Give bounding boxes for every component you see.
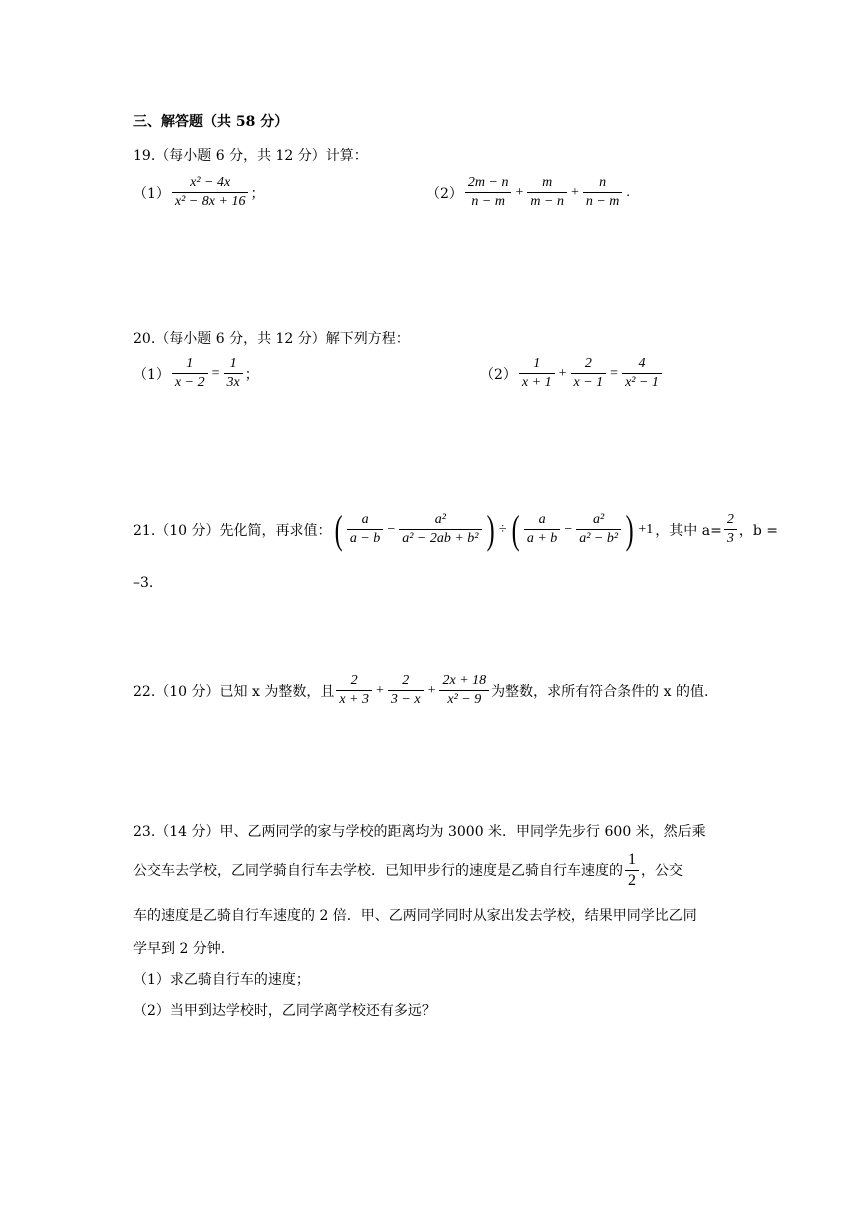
q19-part2-f1-numerator: 2m − n [465, 174, 512, 193]
q20-part1-left-denominator: x − 2 [174, 375, 205, 390]
equals-sign: = [610, 365, 619, 381]
q22-f1-numerator: 2 [336, 672, 372, 691]
minus-sign: − [564, 521, 573, 537]
q19-part2-f3-denominator: n − m [585, 194, 620, 209]
q19-part2 [426, 174, 632, 211]
q21-fraction-a [347, 511, 383, 548]
plus-sign: + [570, 184, 579, 200]
q22-fraction-3 [439, 672, 489, 709]
q22-f1-denominator: x + 3 [339, 692, 369, 707]
q20-part2-f1-numerator: 1 [519, 355, 555, 374]
q21-c-numerator: a [524, 511, 560, 530]
q21-b-numerator: a² [399, 511, 481, 530]
q20-part1 [133, 355, 259, 392]
q20-part1-left-numerator: 1 [172, 355, 208, 374]
close-paren: ) [625, 507, 634, 552]
divide-sign: ÷ [498, 521, 507, 537]
q20-part2-f2-denominator: x − 1 [573, 375, 604, 390]
q21-plus-one: +1 [638, 521, 654, 537]
q19-part2-fraction-1 [465, 174, 512, 211]
q23-line-2-post: ，公交 [641, 862, 683, 879]
q19-part2-fraction-3 [583, 174, 623, 211]
q21-value-fraction [724, 511, 737, 548]
q19-part2-f2-numerator: m [527, 174, 567, 193]
q19-part2-f1-denominator: n − m [471, 194, 505, 209]
minus-sign: − [387, 521, 396, 537]
q21-d-denominator: a² − b² [579, 531, 619, 546]
q21-expression [133, 506, 778, 553]
q20-part1-right-numerator: 1 [224, 355, 243, 374]
q22-suffix: 为整数，求所有符合条件的 x 的值. [491, 683, 709, 700]
q22-f2-numerator: 2 [388, 672, 424, 691]
q23-line-4: 学早到 2 分钟． [133, 941, 235, 957]
q21-d-numerator: a² [576, 511, 621, 530]
q22-fraction-2 [388, 672, 424, 709]
q21-where: ，其中 a= [655, 522, 722, 539]
open-paren: ( [334, 507, 343, 552]
q23-subquestion-2: （2）当甲到达学校时，乙同学离学校还有多远？ [133, 1003, 436, 1019]
q19-part1-end: ； [250, 185, 265, 202]
q23-subquestion-1: （1）求乙骑自行车的速度； [133, 972, 310, 988]
plus-sign: + [427, 682, 436, 698]
q21-a-denominator: a − b [349, 531, 381, 546]
q20-part2-fraction-2 [571, 355, 607, 392]
q23-line-1: 23.（14 分）甲、乙两同学的家与学校的距离均为 3000 米．甲同学先步行 600 米，然后乘 [133, 824, 706, 840]
q20-part2-f3-numerator: 4 [622, 355, 662, 374]
q20-part2-fraction-3 [622, 355, 662, 392]
q19-part1-numerator: x² − 4x [172, 174, 249, 193]
q21-continuation: –3. [133, 575, 154, 591]
q20-part2-fraction-1 [519, 355, 555, 392]
q21-c-denominator: a + b [526, 531, 558, 546]
q19-part1-denominator: x² − 8x + 16 [174, 194, 246, 209]
q19-part1 [133, 174, 264, 211]
q23-line-3: 车的速度是乙骑自行车速度的 2 倍．甲、乙两同学同时从家出发去学校，结果甲同学比乙同 [133, 908, 697, 924]
q20-part1-right-denominator: 3x [226, 375, 240, 390]
q20-part1-right-fraction [224, 355, 243, 392]
q19-header: 19.（每小题 6 分，共 12 分）计算： [133, 148, 368, 164]
q22-prefix: 22.（10 分）已知 x 为整数，且 [133, 683, 335, 700]
plus-sign: + [558, 365, 567, 381]
q19-part2-fraction-2 [527, 174, 567, 211]
q20-part1-left-fraction [172, 355, 208, 392]
q22-f3-denominator: x² − 9 [447, 692, 482, 707]
equals-sign: = [211, 365, 220, 381]
plus-sign: + [515, 184, 524, 200]
q21-prefix: 21.（10 分）先化简，再求值： [133, 522, 332, 539]
q19-part1-label: （1） [133, 185, 170, 202]
q21-value-denominator: 3 [726, 531, 734, 546]
q23-line-2 [133, 850, 683, 891]
q20-part1-end: ； [244, 366, 259, 383]
q20-part2 [480, 355, 664, 392]
q20-part2-f2-numerator: 2 [571, 355, 607, 374]
q21-value-numerator: 2 [724, 511, 737, 530]
q19-part2-label: （2） [426, 185, 463, 202]
q21-b-equals: ，b = [738, 522, 778, 539]
q19-part2-f2-denominator: m − n [530, 194, 564, 209]
q20-part2-f3-denominator: x² − 1 [625, 375, 659, 390]
q21-fraction-d [576, 511, 621, 548]
q22-expression [133, 672, 708, 709]
q23-half-denominator: 2 [628, 872, 636, 889]
q21-fraction-b [399, 511, 481, 548]
q19-part1-fraction [172, 174, 249, 211]
q23-half-numerator: 1 [625, 850, 639, 871]
q22-fraction-1 [336, 672, 372, 709]
q19-part2-f3-numerator: n [583, 174, 623, 193]
q22-f3-numerator: 2x + 18 [439, 672, 489, 691]
close-paren: ) [486, 507, 495, 552]
q23-half-fraction [625, 850, 639, 891]
q23-line-2-pre: 公交车去学校，乙同学骑自行车去学校．已知甲步行的速度是乙骑自行车速度的 [133, 862, 623, 879]
q20-part1-label: （1） [133, 366, 170, 383]
plus-sign: + [376, 682, 384, 698]
q21-fraction-c [524, 511, 560, 548]
open-paren: ( [511, 507, 520, 552]
q21-b-denominator: a² − 2ab + b² [402, 531, 479, 546]
q20-part2-label: （2） [480, 366, 517, 383]
q20-header: 20.（每小题 6 分，共 12 分）解下列方程： [133, 331, 410, 347]
q19-part2-end: . [626, 184, 630, 200]
section-title: 三、解答题（共 58 分） [133, 114, 289, 130]
q21-a-numerator: a [347, 511, 383, 530]
q22-f2-denominator: 3 − x [390, 692, 421, 707]
q20-part2-f1-denominator: x + 1 [521, 375, 552, 390]
